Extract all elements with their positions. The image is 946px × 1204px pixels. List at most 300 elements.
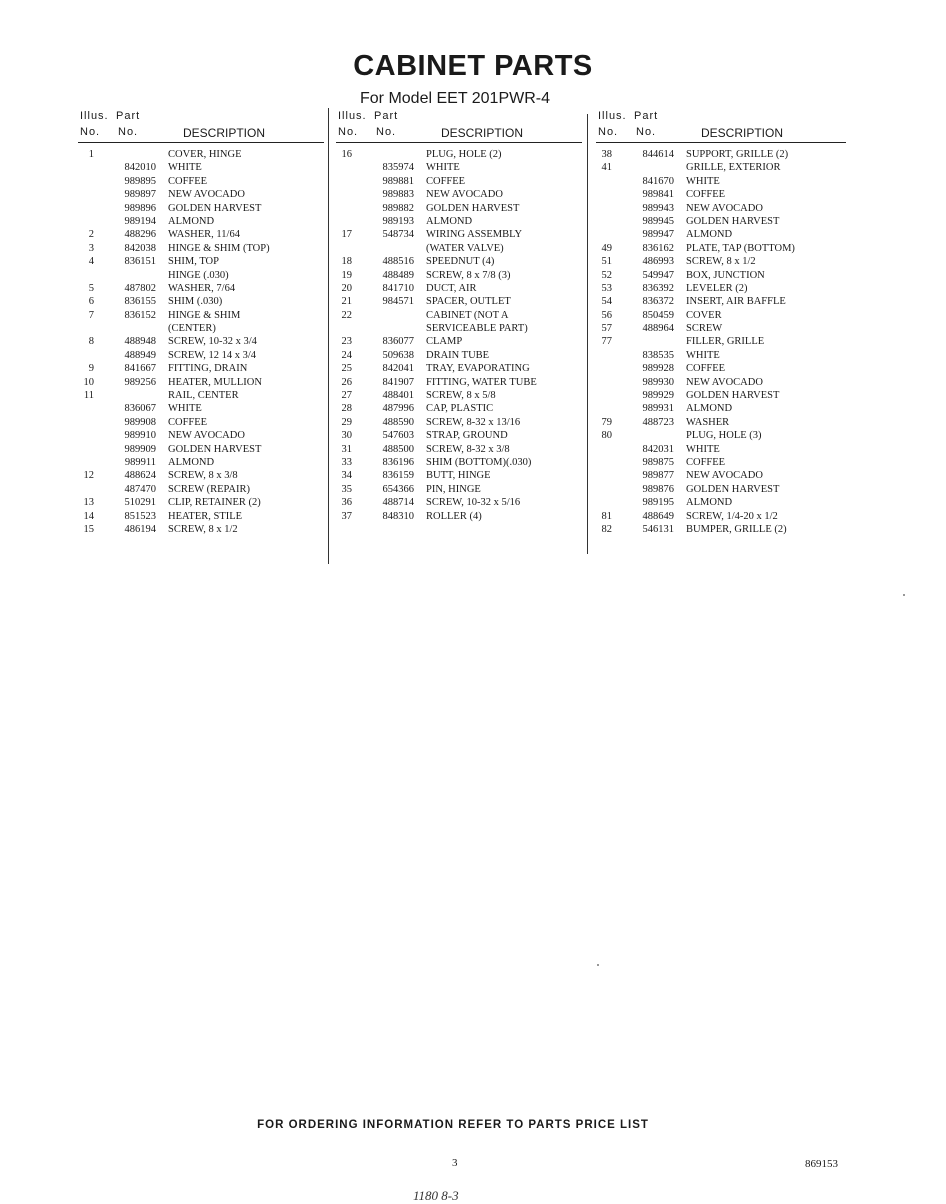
part-row	[336, 376, 582, 389]
part-description: SCREW, 8-32 x 13/16	[426, 416, 521, 428]
part-number: 488489	[382, 269, 414, 281]
header-rule	[336, 142, 582, 143]
part-number: 488723	[642, 416, 674, 428]
part-number: 989943	[642, 202, 674, 214]
illus-number: 33	[341, 456, 352, 468]
part-number: 989881	[382, 175, 414, 187]
illus-number: 35	[341, 483, 352, 495]
part-description: ALMOND	[426, 215, 473, 227]
part-row	[78, 349, 324, 362]
part-description: COFFEE	[686, 189, 726, 201]
part-number: 844614	[642, 149, 674, 160]
illus-number: 3	[88, 242, 94, 254]
part-description: (CENTER)	[168, 323, 216, 335]
part-description: SUPPORT, GRILLE (2)	[686, 149, 789, 160]
part-row	[596, 255, 846, 268]
part-number: 546131	[642, 523, 674, 535]
part-number: 989896	[124, 202, 156, 214]
part-number: 836159	[382, 470, 414, 482]
part-row	[596, 242, 846, 255]
part-description: SCREW, 8 x 1/2	[686, 256, 756, 268]
header-illus-no: No.	[598, 126, 619, 138]
part-description: DUCT, AIR	[426, 282, 477, 294]
part-row	[78, 255, 324, 268]
part-row	[336, 456, 582, 469]
part-description: RAIL, CENTER	[168, 390, 239, 402]
column-header	[596, 108, 846, 143]
part-number: 487996	[382, 403, 414, 415]
part-number: 989882	[382, 202, 414, 214]
header-illus: Illus.	[598, 110, 627, 122]
part-description: COVER, HINGE	[168, 149, 242, 160]
part-number: 838535	[642, 349, 674, 361]
part-description: SCREW, 1/4-20 x 1/2	[686, 510, 778, 522]
part-row	[336, 295, 582, 308]
part-description: WASHER	[686, 416, 730, 428]
part-number: 487470	[124, 483, 156, 495]
part-description: CLAMP	[426, 336, 463, 348]
illus-number: 51	[601, 256, 612, 268]
illus-number: 53	[601, 282, 612, 294]
part-row	[596, 148, 846, 161]
part-row	[78, 175, 324, 188]
illus-number: 54	[601, 296, 612, 308]
illus-number: 4	[88, 256, 94, 268]
part-number: 989947	[642, 229, 674, 241]
part-description: CLIP, RETAINER (2)	[168, 497, 261, 509]
illus-number: 30	[341, 430, 352, 442]
part-description: CAP, PLASTIC	[426, 403, 494, 415]
part-description: FILLER, GRILLE	[686, 336, 765, 348]
part-number: 989897	[124, 189, 156, 201]
part-description: NEW AVOCADO	[686, 470, 763, 482]
part-description: WASHER, 11/64	[168, 229, 240, 241]
part-number: 984571	[382, 296, 414, 308]
part-number: 842010	[124, 162, 156, 174]
part-row	[336, 175, 582, 188]
illus-number: 34	[341, 470, 352, 482]
part-description: ALMOND	[686, 403, 733, 415]
illus-number	[336, 175, 352, 188]
part-number: 989910	[124, 430, 156, 442]
part-row	[78, 215, 324, 228]
illus-number: 56	[601, 309, 612, 321]
part-number	[352, 322, 414, 335]
part-row	[336, 510, 582, 523]
illus-number	[78, 322, 94, 335]
part-number	[612, 335, 674, 348]
part-row	[596, 483, 846, 496]
illus-number: 14	[83, 510, 94, 522]
illus-number	[596, 456, 612, 469]
part-number: 836392	[642, 282, 674, 294]
model-subtitle: For Model EET 201PWR-4	[360, 90, 550, 107]
part-number: 989931	[642, 403, 674, 415]
illus-number	[78, 429, 94, 442]
header-illus: Illus.	[338, 110, 367, 122]
header-part-no: No.	[118, 126, 139, 138]
part-description: GOLDEN HARVEST	[686, 215, 780, 227]
ordering-info-footer: FOR ORDERING INFORMATION REFER TO PARTS PRICE LIST	[257, 1119, 649, 1131]
part-row	[596, 215, 846, 228]
part-number: 488296	[124, 229, 156, 241]
illus-number	[596, 402, 612, 415]
part-row	[596, 362, 846, 375]
part-number: 989876	[642, 483, 674, 495]
part-number: 547603	[382, 430, 414, 442]
part-description: SCREW, 10-32 x 5/16	[426, 497, 521, 509]
part-description: ALMOND	[686, 229, 733, 241]
part-row	[78, 188, 324, 201]
part-row	[596, 309, 846, 322]
part-description: SCREW, 8 x 7/8 (3)	[426, 269, 511, 281]
part-row	[336, 416, 582, 429]
part-description: WHITE	[168, 403, 202, 415]
illus-number: 77	[601, 336, 612, 348]
part-number: 488714	[382, 497, 414, 509]
illus-number	[596, 215, 612, 228]
part-number: 989256	[124, 376, 156, 388]
part-row	[336, 255, 582, 268]
illus-number: 28	[341, 403, 352, 415]
part-row	[336, 161, 582, 174]
illus-number: 5	[88, 282, 94, 294]
part-description: FITTING, WATER TUBE	[426, 376, 537, 388]
part-row	[336, 188, 582, 201]
part-description: SCREW, 8 x 5/8	[426, 390, 496, 402]
part-number: 841710	[382, 282, 414, 294]
part-row	[596, 282, 846, 295]
part-description: HINGE (.030)	[168, 269, 229, 281]
illus-number	[336, 322, 352, 335]
part-row	[596, 322, 846, 335]
part-row	[336, 469, 582, 482]
part-description: WHITE	[168, 162, 202, 174]
part-number: 836077	[382, 336, 414, 348]
part-number: 989841	[642, 189, 674, 201]
part-row	[78, 242, 324, 255]
parts-list	[336, 148, 582, 523]
part-row	[596, 402, 846, 415]
document-id: 869153	[805, 1158, 838, 1170]
part-row	[596, 295, 846, 308]
part-row	[596, 228, 846, 241]
part-row	[336, 483, 582, 496]
part-row	[78, 161, 324, 174]
part-row	[336, 148, 582, 161]
part-number: 842041	[382, 363, 414, 375]
part-description: HEATER, STILE	[168, 510, 243, 522]
part-number: 989929	[642, 390, 674, 402]
illus-number: 80	[601, 430, 612, 442]
part-description: SCREW (REPAIR)	[168, 483, 250, 495]
part-number: 836151	[124, 256, 156, 268]
part-row	[336, 309, 582, 322]
part-description: SHIM, TOP	[168, 256, 219, 268]
part-row	[78, 335, 324, 348]
part-row	[596, 335, 846, 348]
part-number: 836155	[124, 296, 156, 308]
header-illus: Illus.	[80, 110, 109, 122]
illus-number	[596, 496, 612, 509]
part-number: 989911	[124, 456, 156, 468]
part-description: INSERT, AIR BAFFLE	[686, 296, 786, 308]
part-row	[78, 282, 324, 295]
part-number: 836152	[124, 309, 156, 321]
part-description: ALMOND	[686, 497, 733, 509]
scan-speck	[597, 964, 599, 966]
illus-number: 7	[88, 309, 94, 321]
illus-number: 20	[341, 282, 352, 294]
part-description: PLATE, TAP (BOTTOM)	[686, 242, 795, 254]
part-description: COFFEE	[686, 456, 726, 468]
part-description: BUTT, HINGE	[426, 470, 491, 482]
header-illus-no: No.	[80, 126, 101, 138]
illus-number: 29	[341, 416, 352, 428]
illus-number: 79	[601, 416, 612, 428]
part-row	[596, 202, 846, 215]
illus-number	[336, 242, 352, 255]
illus-number	[596, 389, 612, 402]
header-description: DESCRIPTION	[441, 126, 524, 140]
header-rule	[596, 142, 846, 143]
header-description: DESCRIPTION	[183, 126, 266, 140]
part-description: SCREW	[686, 323, 723, 335]
part-description: CABINET (NOT A	[426, 309, 509, 321]
parts-column-3	[596, 108, 846, 536]
part-number: 989895	[124, 175, 156, 187]
part-row	[336, 269, 582, 282]
part-row	[336, 429, 582, 442]
illus-number	[596, 483, 612, 496]
part-number: 835974	[382, 162, 414, 174]
part-row	[596, 188, 846, 201]
part-description: GOLDEN HARVEST	[168, 443, 262, 455]
illus-number: 36	[341, 497, 352, 509]
illus-number: 10	[83, 376, 94, 388]
part-number: 486194	[124, 523, 156, 535]
part-description: WHITE	[686, 349, 720, 361]
part-row	[336, 215, 582, 228]
part-description: SERVICEABLE PART)	[426, 323, 528, 335]
part-description: GOLDEN HARVEST	[686, 390, 780, 402]
header-part-no: No.	[376, 126, 397, 138]
illus-number: 26	[341, 376, 352, 388]
part-number: 842038	[124, 242, 156, 254]
part-row	[78, 429, 324, 442]
part-description: GRILLE, EXTERIOR	[686, 162, 781, 174]
part-row	[78, 269, 324, 282]
part-description: SCREW, 8-32 x 3/8	[426, 443, 510, 455]
part-description: HINGE & SHIM (TOP)	[168, 242, 270, 254]
part-row	[78, 483, 324, 496]
part-number: 989883	[382, 189, 414, 201]
part-number: 836372	[642, 296, 674, 308]
part-description: GOLDEN HARVEST	[426, 202, 520, 214]
part-description: TRAY, EVAPORATING	[426, 363, 530, 375]
illus-number	[596, 443, 612, 456]
part-number: 989930	[642, 376, 674, 388]
part-description: SCREW, 12 14 x 3/4	[168, 349, 256, 361]
part-row	[336, 389, 582, 402]
part-row	[336, 322, 582, 335]
parts-column-1	[78, 108, 324, 536]
part-number: 989195	[642, 497, 674, 509]
part-description: COFFEE	[168, 175, 208, 187]
part-number: 488649	[642, 510, 674, 522]
part-row	[78, 389, 324, 402]
illus-number: 12	[83, 470, 94, 482]
part-number: 488516	[382, 256, 414, 268]
scan-speck	[903, 594, 905, 596]
illus-number: 11	[83, 390, 94, 402]
header-part: Part	[634, 110, 659, 122]
part-description: WHITE	[686, 175, 720, 187]
part-description: WHITE	[426, 162, 460, 174]
illus-number: 15	[83, 523, 94, 535]
illus-number: 81	[601, 510, 612, 522]
illus-number	[78, 416, 94, 429]
illus-number	[596, 228, 612, 241]
illus-number: 52	[601, 269, 612, 281]
part-number: 487802	[124, 282, 156, 294]
parts-list	[78, 148, 324, 536]
illus-number: 82	[601, 523, 612, 535]
illus-number	[78, 456, 94, 469]
part-description: HINGE & SHIM	[168, 309, 241, 321]
part-row	[596, 349, 846, 362]
part-row	[336, 335, 582, 348]
part-row	[336, 228, 582, 241]
part-description: NEW AVOCADO	[168, 189, 245, 201]
part-description: (WATER VALVE)	[426, 242, 504, 254]
part-row	[336, 349, 582, 362]
illus-number: 17	[341, 229, 352, 241]
part-row	[78, 322, 324, 335]
part-number: 989193	[382, 215, 414, 227]
illus-number	[78, 215, 94, 228]
illus-number: 37	[341, 510, 352, 522]
illus-number	[78, 269, 94, 282]
part-description: BOX, JUNCTION	[686, 269, 765, 281]
part-row	[78, 416, 324, 429]
part-number	[94, 322, 156, 335]
part-row	[78, 443, 324, 456]
part-description: GOLDEN HARVEST	[168, 202, 262, 214]
part-number: 488590	[382, 416, 414, 428]
illus-number: 27	[341, 390, 352, 402]
part-number: 851523	[124, 510, 156, 522]
part-number	[612, 429, 674, 442]
part-number	[352, 148, 414, 161]
part-description: ALMOND	[168, 456, 215, 468]
illus-number: 16	[341, 149, 352, 160]
illus-number	[596, 202, 612, 215]
part-number	[352, 309, 414, 322]
part-number: 488401	[382, 390, 414, 402]
part-row	[78, 469, 324, 482]
part-row	[596, 496, 846, 509]
part-number: 549947	[642, 269, 674, 281]
part-number: 989945	[642, 215, 674, 227]
part-row	[336, 282, 582, 295]
part-number	[94, 148, 156, 161]
part-row	[336, 496, 582, 509]
part-row	[78, 496, 324, 509]
part-row	[596, 161, 846, 174]
part-number: 836162	[642, 242, 674, 254]
part-number: 509638	[382, 349, 414, 361]
illus-number: 57	[601, 323, 612, 335]
illus-number	[596, 362, 612, 375]
illus-number: 22	[341, 309, 352, 321]
part-description: HEATER, MULLION	[168, 376, 262, 388]
part-description: SCREW, 10-32 x 3/4	[168, 336, 257, 348]
page-number: 3	[452, 1157, 458, 1169]
part-description: COVER	[686, 309, 722, 321]
part-description: NEW AVOCADO	[168, 430, 245, 442]
part-row	[78, 362, 324, 375]
part-number: 989877	[642, 470, 674, 482]
column-header	[78, 108, 324, 143]
illus-number	[596, 349, 612, 362]
header-illus-no: No.	[338, 126, 359, 138]
part-number: 488948	[124, 336, 156, 348]
illus-number	[78, 175, 94, 188]
illus-number: 24	[341, 349, 352, 361]
part-description: DRAIN TUBE	[426, 349, 490, 361]
part-row	[78, 456, 324, 469]
part-number: 510291	[124, 497, 156, 509]
illus-number: 31	[341, 443, 352, 455]
part-description: SPEEDNUT (4)	[426, 256, 495, 268]
part-number: 841667	[124, 363, 156, 375]
part-row	[78, 510, 324, 523]
illus-number: 21	[341, 296, 352, 308]
illus-number: 9	[88, 363, 94, 375]
illus-number	[78, 402, 94, 415]
column-divider	[587, 114, 588, 554]
illus-number	[78, 443, 94, 456]
part-number: 850459	[642, 309, 674, 321]
part-row	[596, 443, 846, 456]
part-description: SCREW, 8 x 3/8	[168, 470, 238, 482]
part-row	[78, 309, 324, 322]
part-row	[596, 376, 846, 389]
part-description: WASHER, 7/64	[168, 282, 236, 294]
header-part-no: No.	[636, 126, 657, 138]
part-number: 841670	[642, 175, 674, 187]
illus-number	[596, 469, 612, 482]
illus-number: 6	[88, 296, 94, 308]
part-row	[78, 376, 324, 389]
part-number: 989908	[124, 416, 156, 428]
part-row	[78, 523, 324, 536]
illus-number	[78, 161, 94, 174]
part-number: 989194	[124, 215, 156, 227]
part-description: WHITE	[686, 443, 720, 455]
part-number: 841907	[382, 376, 414, 388]
illus-number: 1	[88, 149, 94, 160]
illus-number	[78, 349, 94, 362]
part-number	[352, 242, 414, 255]
part-row	[336, 402, 582, 415]
part-description: BUMPER, GRILLE (2)	[686, 523, 787, 535]
illus-number	[78, 483, 94, 496]
part-description: PIN, HINGE	[426, 483, 481, 495]
part-number: 836196	[382, 456, 414, 468]
header-part: Part	[116, 110, 141, 122]
